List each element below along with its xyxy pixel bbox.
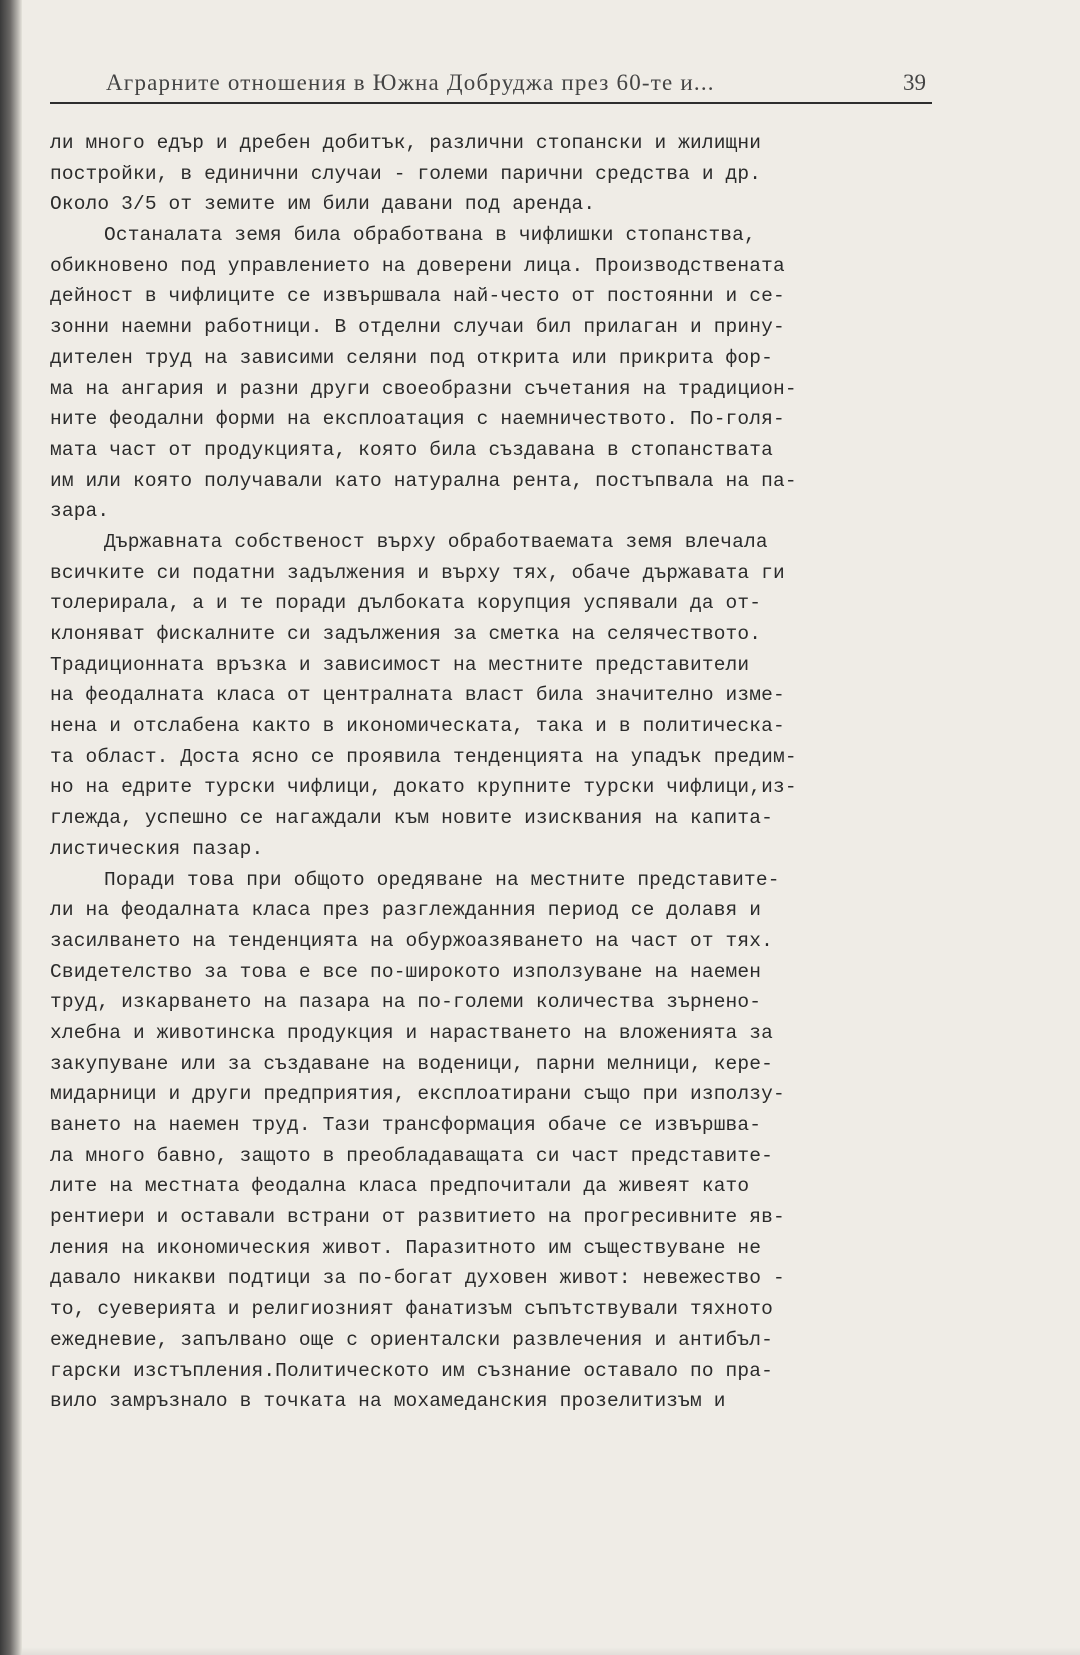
text-line: Свидетелство за това е все по-широкото използуване на наемен xyxy=(50,960,762,983)
text-line: мидарници и други предприятия, експлоатирани също при използу- xyxy=(50,1083,785,1106)
text-line: засилването на тенденцията на обуржоазяването на част от тях. xyxy=(50,929,773,952)
text-line: лите на местната феодална класа предпочитали да живеят като xyxy=(50,1175,750,1198)
text-line: обикновено под управлението на доверени лица. Производствената xyxy=(50,254,785,277)
text-line: Останалата земя била обработвана в чифлишки стопанства, xyxy=(104,224,756,247)
text-line: ления на икономическия живот. Паразитното им съществуване не xyxy=(50,1236,762,1259)
text-line: нена и отслабена както в икономическата, така и в политическа- xyxy=(50,715,785,738)
text-line: Традиционната връзка и зависимост на местните представители xyxy=(50,653,750,676)
text-line: рентиери и оставали встрани от развитието на прогресивните яв- xyxy=(50,1206,785,1229)
text-line: вило замръзнало в точката на мохамеданския прозелитизъм и xyxy=(50,1390,726,1413)
text-line: ването на наемен труд. Тази трансформация обаче се извършва- xyxy=(50,1114,762,1136)
text-line: закупуване или за създаване на воденици, парни мелници, кере- xyxy=(50,1052,773,1075)
text-line: дителен труд на зависими селяни под открита или прикрита фор- xyxy=(50,346,773,369)
text-line: глежда, успешно се нагаждали към новите изисквания на капита- xyxy=(50,807,773,830)
text-line: толерирала, а и те поради дълбоката корупция успявали да от- xyxy=(50,592,762,615)
running-title: Аграрните отношения в Южна Добруджа през 60-те и... xyxy=(106,70,715,95)
running-header xyxy=(50,68,932,104)
page-number: 39 xyxy=(903,70,926,95)
text-line: зара. xyxy=(50,500,110,523)
text-line: но на едрите турски чифлици, докато крупните турски чифлици,из- xyxy=(50,776,797,799)
text-line: на феодалната класа от централната власт била значително изме- xyxy=(50,684,785,707)
text-line: ежедневие, запълвано още с ориенталски развлечения и антибъл- xyxy=(50,1328,773,1351)
text-line: та област. Доста ясно се проявила тенденцията на упадък предим- xyxy=(50,745,797,768)
text-line: хлебна и животинска продукция и нарастването на вложенията за xyxy=(50,1021,773,1044)
text-line: Около 3/5 от земите им били давани под аренда. xyxy=(50,193,596,216)
text-line: ли много едър и дребен добитък, различни стопански и жилищни xyxy=(50,132,762,154)
text-line: всичките си податни задължения и върху тях, обаче държавата ги xyxy=(50,561,785,584)
text-line: зонни наемни работници. В отделни случаи бил прилаган и прину- xyxy=(50,316,785,339)
text-line: ма на ангария и разни други своеобразни съчетания на традицион- xyxy=(50,377,797,400)
text-line: ните феодални форми на експлоатация с наемничеството. По-голя- xyxy=(50,408,785,431)
text-line: постройки, в единични случаи - големи парични средства и др. xyxy=(50,162,762,185)
body-text xyxy=(50,128,930,1417)
text-line: дейност в чифлиците се извършвала най-често от постоянни и се- xyxy=(50,285,785,308)
text-line: им или която получавали като натурална рента, постъпвала на па- xyxy=(50,469,797,492)
text-line: ли на феодалната класа през разглежданния период се долавя и xyxy=(50,899,762,922)
text-line: давало никакви подтици за по-богат духовен живот: невежество - xyxy=(50,1267,785,1290)
text-line: ла много бавно, защото в преобладаващата си част представите- xyxy=(50,1144,773,1167)
text-line: мата част от продукцията, която била създавана в стопанствата xyxy=(50,438,773,461)
text-line: Държавната собственост върху обработваемата земя влечала xyxy=(104,530,768,553)
text-line: то, суеверията и религиозният фанатизъм съпътствували тяхното xyxy=(50,1298,773,1321)
text-line: клоняват фискалните си задължения за сметка на селячеството. xyxy=(50,623,762,645)
book-binding-edge xyxy=(0,0,22,1655)
text-line: труд, изкарването на пазара на по-големи количества зърнено- xyxy=(50,991,762,1014)
text-line: листическия пазар. xyxy=(50,837,264,860)
text-line: Поради това при общото оредяване на местните представите- xyxy=(104,868,780,891)
page-bottom-shadow xyxy=(22,1647,1080,1655)
text-line: гарски изстъпления.Политическото им съзнание оставало по пра- xyxy=(50,1359,773,1382)
